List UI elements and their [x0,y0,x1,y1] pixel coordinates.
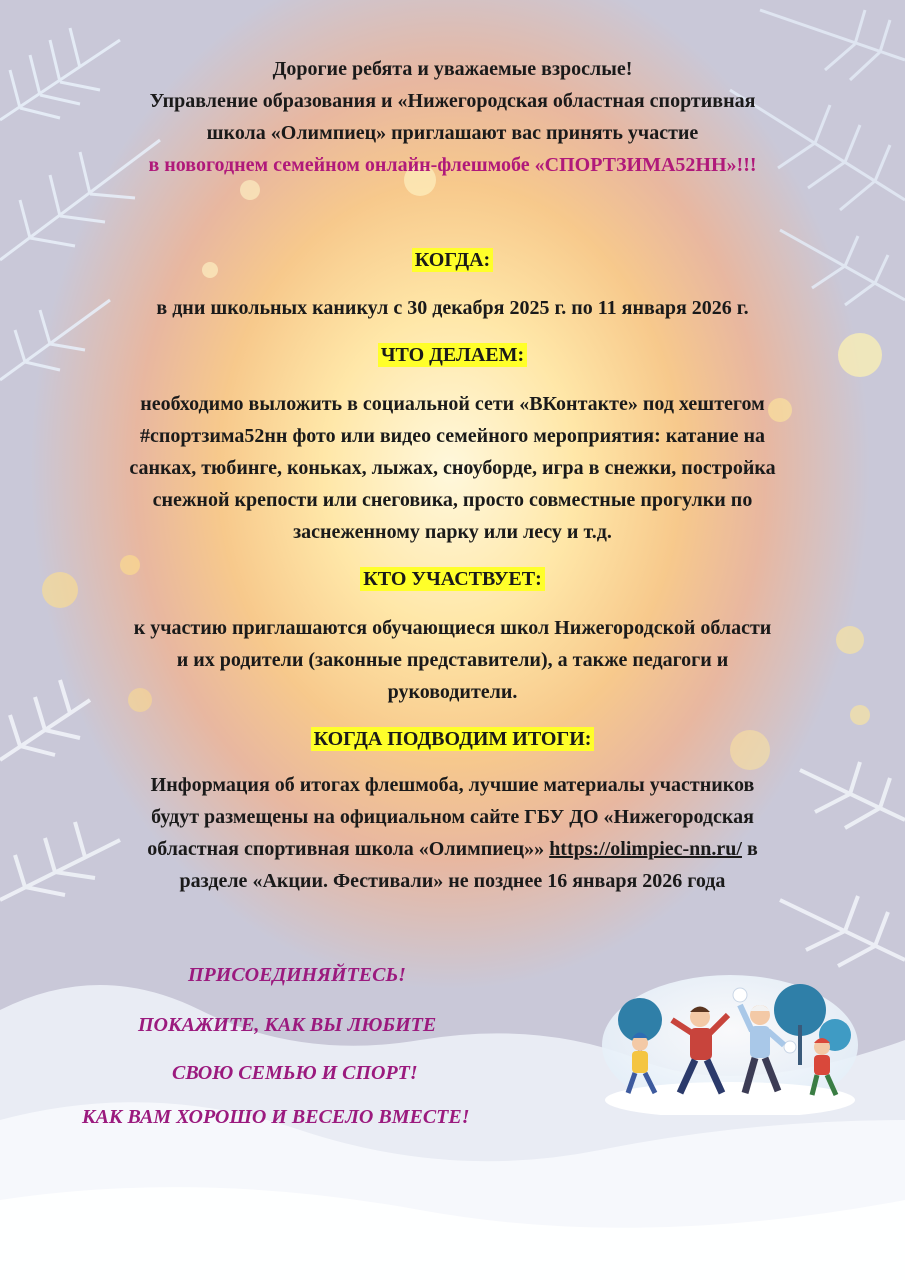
results-line-2: будут размещены на официальном сайте ГБУ ДО «Нижегородская [151,806,754,828]
what-line: заснеженному парку или лесу и т.д. [293,521,612,543]
results-heading: КОГДА ПОДВОДИМ ИТОГИ: [0,728,905,751]
what-line: санках, тюбинге, коньках, лыжах, сноуборде, игра в снежки, постройка [129,457,776,479]
who-heading: КТО УЧАСТВУЕТ: [0,568,905,591]
results-line-3: областная спортивная школа «Олимпиец»» https://olimpiec-nn.ru/ в [147,838,758,860]
intro-line-4: в новогоднем семейном онлайн-флешмобе «СПОРТЗИМА52НН»!!! [148,154,757,176]
what-line: #спортзима52нн фото или видео семейного мероприятия: катание на [140,425,765,447]
intro-line-2: Управление образования и «Нижегородская областная спортивная [149,90,756,112]
slogan-family: СВОЮ СЕМЬЮ И СПОРТ! [172,1062,418,1084]
when-heading: КОГДА: [0,249,905,272]
who-line: к участию приглашаются обучающиеся школ Нижегородской области [133,617,772,639]
who-line: руководители. [387,681,518,703]
what-line: необходимо выложить в социальной сети «ВКонтакте» под хештегом [140,393,765,415]
results-line-4: разделе «Акции. Фестивали» не позднее 16 января 2026 года [179,870,726,892]
family-snowball-illustration [600,965,860,1115]
who-line: и их родители (законные представители), а также педагоги и [176,649,729,671]
results-line-1: Информация об итогах флешмоба, лучшие материалы участников [150,774,755,796]
intro-line-3: школа «Олимпиец» приглашают вас принять участие [206,122,699,144]
what-line: снежной крепости или снеговика, просто совместные прогулки по [152,489,753,511]
olimpiec-site-link[interactable]: https://olimpiec-nn.ru/ [549,838,742,860]
when-text: в дни школьных каникул с 30 декабря 2025 г. по 11 января 2026 г. [156,297,749,319]
slogan-join: ПРИСОЕДИНЯЙТЕСЬ! [188,964,406,986]
what-heading: ЧТО ДЕЛАЕМ: [0,344,905,367]
intro-line-1: Дорогие ребята и уважаемые взрослые! [272,58,633,80]
slogan-show: ПОКАЖИТЕ, КАК ВЫ ЛЮБИТЕ [138,1014,437,1036]
slogan-together: КАК ВАМ ХОРОШО И ВЕСЕЛО ВМЕСТЕ! [82,1106,470,1128]
